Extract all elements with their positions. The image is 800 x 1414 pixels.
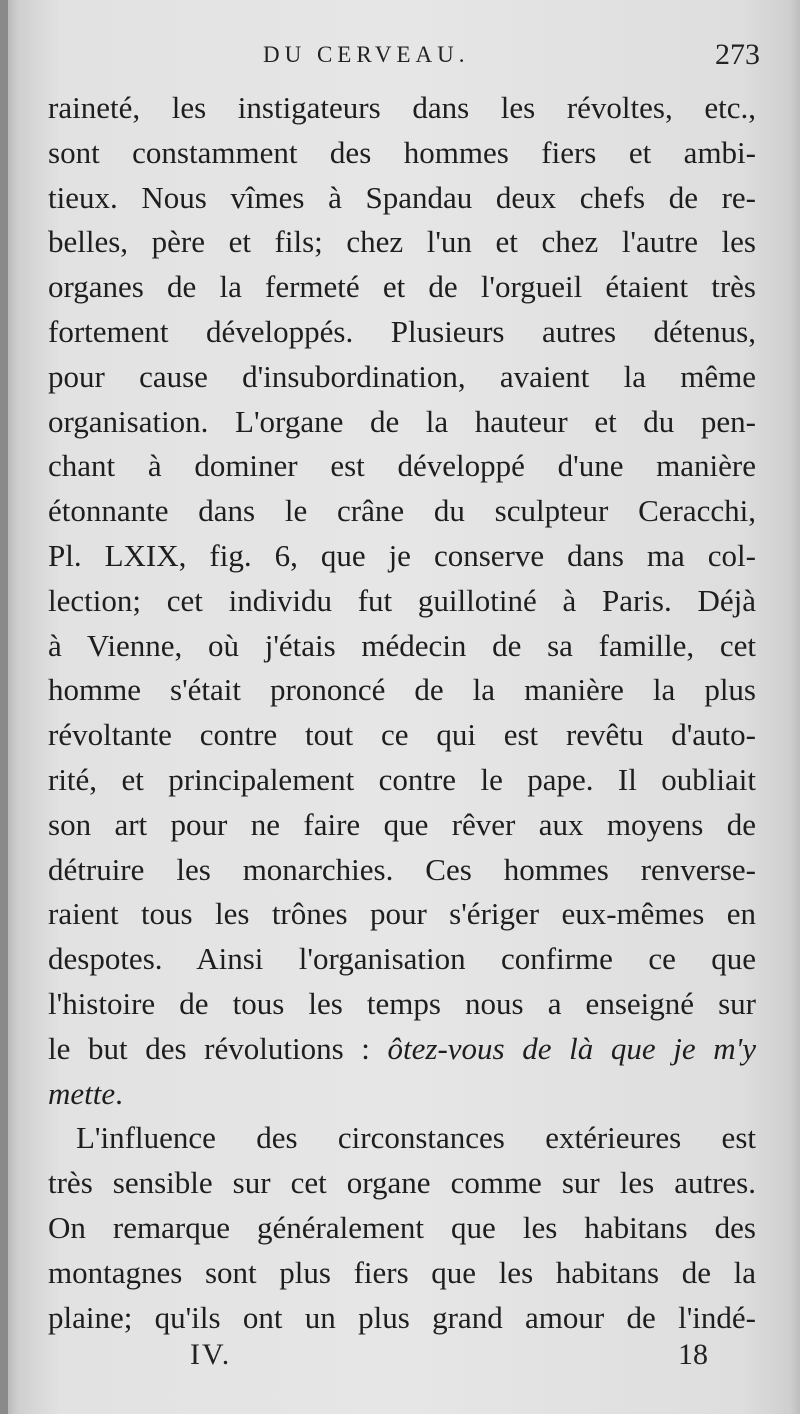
text-line: montagnes sont plus fiers que les habitans de la	[48, 1254, 756, 1290]
page-gutter-shadow	[0, 0, 8, 1414]
text-line: plaine; qu'ils ont un plus grand amour de l'indé-	[48, 1299, 756, 1335]
gathering-number: 18	[678, 1338, 708, 1371]
text-line: étonnante dans le crâne du sculpteur Ceracchi,	[48, 493, 756, 529]
text-line: révoltante contre tout ce qui est revêtu d'auto-	[48, 717, 756, 753]
text-line: sont constamment des hommes fiers et ambi-	[48, 134, 756, 170]
text-line: tieux. Nous vîmes à Spandau deux chefs de re-	[48, 179, 756, 215]
text-line: fortement développés. Plusieurs autres détenus,	[48, 313, 756, 349]
body-text	[48, 86, 756, 1340]
text-line: belles, père et fils; chez l'un et chez l'autre les	[48, 224, 756, 260]
text-line: très sensible sur cet organe comme sur les autres.	[48, 1165, 756, 1201]
text-line: despotes. Ainsi l'organisation confirme ce que	[48, 941, 756, 977]
text-italic-quote-end: mette	[48, 1075, 116, 1111]
text-italic-quote: ôtez-vous de là que je m'y	[387, 1030, 756, 1066]
signature-mark: IV.	[190, 1338, 232, 1371]
text-line: à Vienne, où j'étais médecin de sa famille, cet	[48, 627, 756, 663]
text-line	[48, 1027, 756, 1072]
text-line: raient tous les trônes pour s'ériger eux-mêmes en	[48, 896, 756, 932]
text-line: Pl. LXIX, fig. 6, que je conserve dans ma col-	[48, 537, 756, 573]
text-line: son art pour ne faire que rêver aux moyens de	[48, 806, 756, 842]
text-roman: le but des révolutions :	[48, 1030, 388, 1066]
paragraph-first-line: L'influence des circonstances extérieures est	[76, 1120, 756, 1156]
text-line: pour cause d'insubordination, avaient la même	[48, 358, 756, 394]
text-line: organisation. L'organe de la hauteur et du pen-	[48, 403, 756, 439]
text-line: homme s'était prononcé de la manière la plus	[48, 672, 756, 708]
text-line: raineté, les instigateurs dans les révoltes, etc.,	[48, 90, 756, 125]
page-header	[48, 40, 760, 80]
page-number: 273	[715, 38, 760, 71]
text-line: rité, et principalement contre le pape. Il oubliait	[48, 761, 756, 797]
text-line: organes de la fermeté et de l'orgueil étaient très	[48, 269, 756, 305]
text-line: lection; cet individu fut guillotiné à Paris. Déjà	[48, 582, 756, 618]
text-line: détruire les monarchies. Ces hommes renverse-	[48, 851, 756, 887]
text-period: .	[115, 1075, 123, 1111]
text-line: chant à dominer est développé d'une manière	[48, 448, 756, 484]
text-line	[48, 1072, 756, 1117]
text-line: l'histoire de tous les temps nous a enseigné sur	[48, 985, 756, 1021]
page-footer	[48, 1338, 760, 1378]
text-line: On remarque généralement que les habitans des	[48, 1209, 756, 1245]
running-head: DU CERVEAU.	[263, 42, 470, 67]
